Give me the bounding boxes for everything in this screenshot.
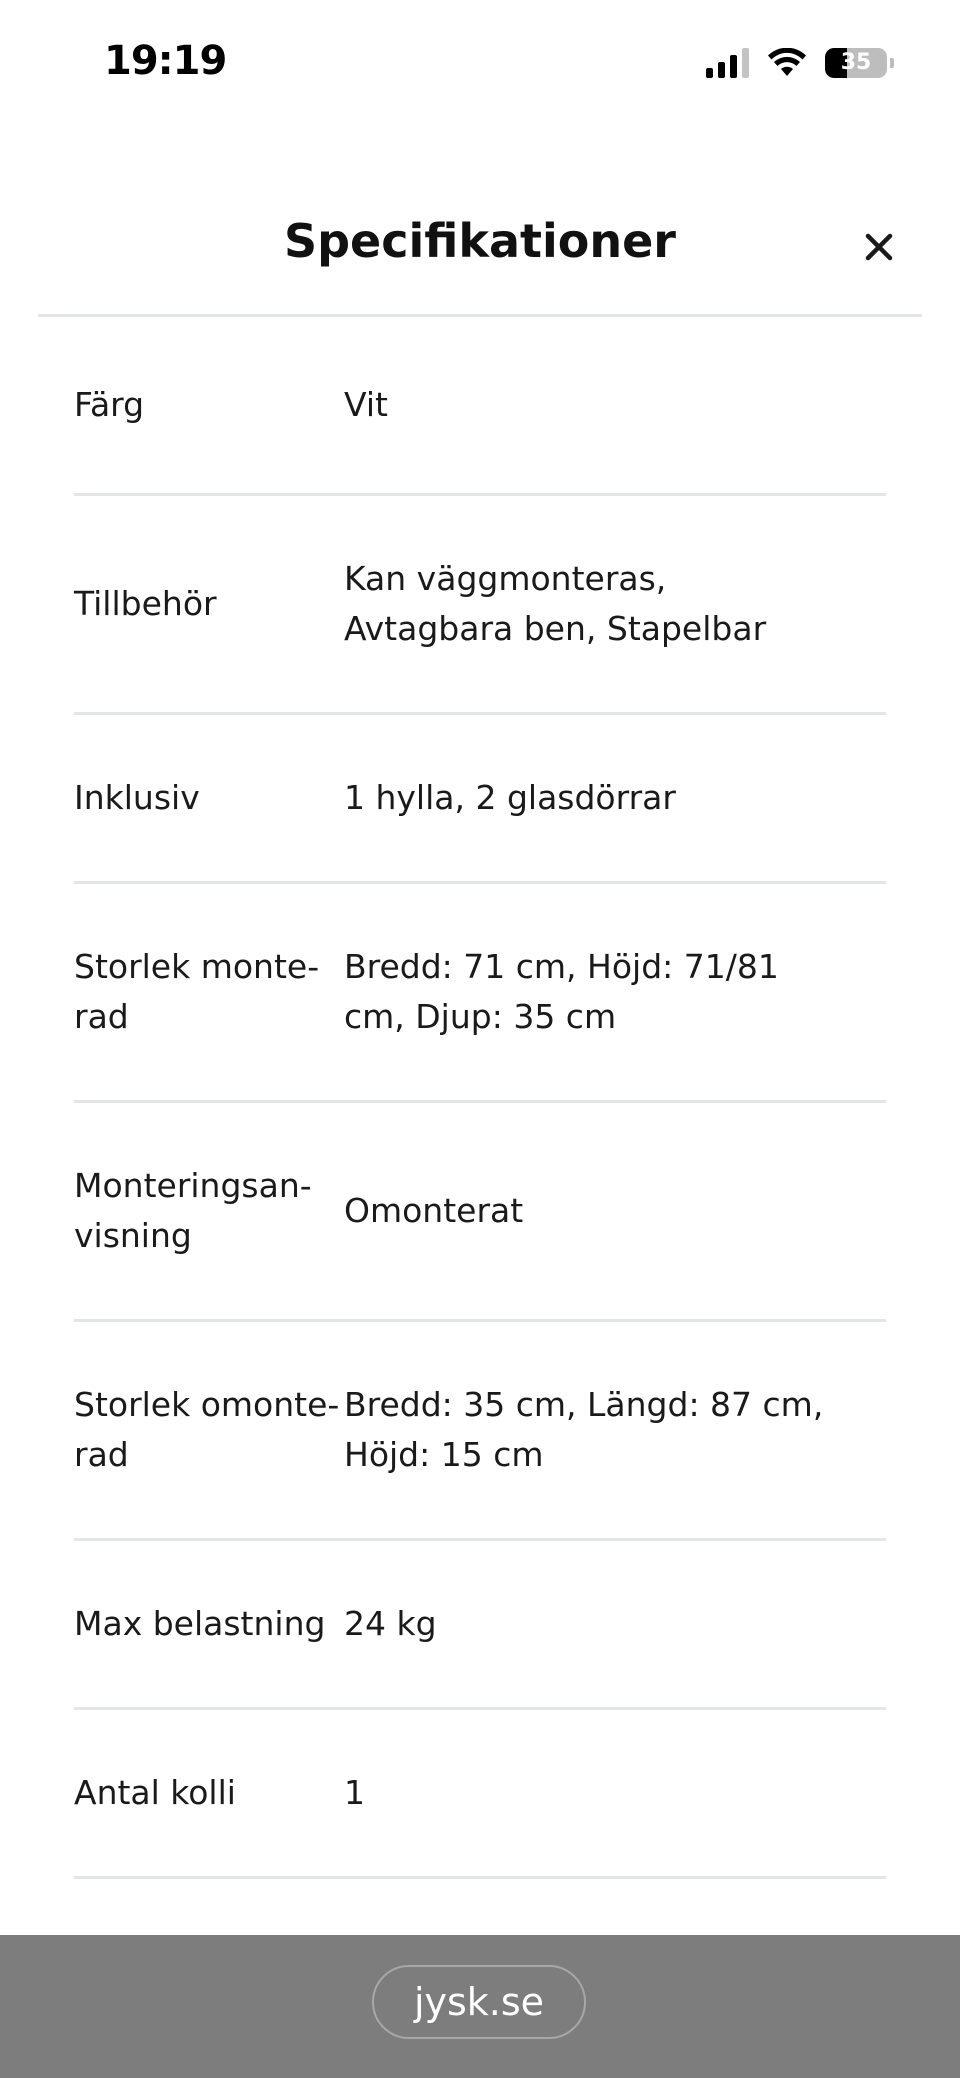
- sheet-header: [38, 190, 922, 317]
- spec-value: 1: [344, 1773, 365, 1812]
- close-icon: [862, 230, 896, 264]
- spec-value: Bredd: 71 cm, Höjd: 71/81 cm, Djup: 35 cm: [344, 947, 779, 1036]
- browser-bottom-bar: [0, 1935, 960, 2078]
- status-time: 19:19: [104, 38, 227, 84]
- spec-value: Kan väggmonteras, Avtagbara ben, Stapelbar: [344, 559, 767, 648]
- spec-row-color: [74, 317, 886, 496]
- spec-row-included: [74, 715, 886, 884]
- spec-value: Omonterat: [344, 1191, 524, 1230]
- spec-label: Tillbehör: [74, 584, 217, 623]
- battery-icon: [825, 48, 887, 78]
- spec-value: Vit: [344, 385, 388, 424]
- spec-value: 24 kg: [344, 1604, 437, 1643]
- spec-value: 1 hylla, 2 glasdörrar: [344, 778, 676, 817]
- spec-label: Färg: [74, 385, 145, 424]
- spec-value: Bredd: 35 cm, Längd: 87 cm, Höjd: 15 cm: [344, 1385, 824, 1474]
- battery-percentage: 35: [840, 50, 872, 75]
- close-button[interactable]: [862, 230, 896, 264]
- spec-row-accessories: [74, 496, 886, 715]
- status-icons: [706, 46, 894, 80]
- spec-row-unassembled-size: [74, 1322, 886, 1541]
- spec-label: Max belastning: [74, 1604, 326, 1643]
- spec-row-assembly-instructions: [74, 1103, 886, 1322]
- spec-label: Storlek omonterad: [74, 1385, 340, 1474]
- page-title: Specifikationer: [283, 214, 676, 268]
- url-address-bar[interactable]: jysk.se: [372, 1965, 586, 2039]
- status-bar: [0, 0, 960, 120]
- spec-label: Monteringsanvisning: [74, 1166, 312, 1255]
- spec-row-package-count: [74, 1710, 886, 1879]
- battery-cap: [890, 58, 894, 68]
- signal-icon: [706, 48, 749, 78]
- wifi-icon: [767, 48, 807, 78]
- spec-row-max-load: [74, 1541, 886, 1710]
- spec-label: Storlek monterad: [74, 947, 320, 1036]
- spec-list: [74, 317, 886, 1879]
- spec-label: Inklusiv: [74, 778, 200, 817]
- spec-row-assembled-size: [74, 884, 886, 1103]
- spec-label: Antal kolli: [74, 1773, 236, 1812]
